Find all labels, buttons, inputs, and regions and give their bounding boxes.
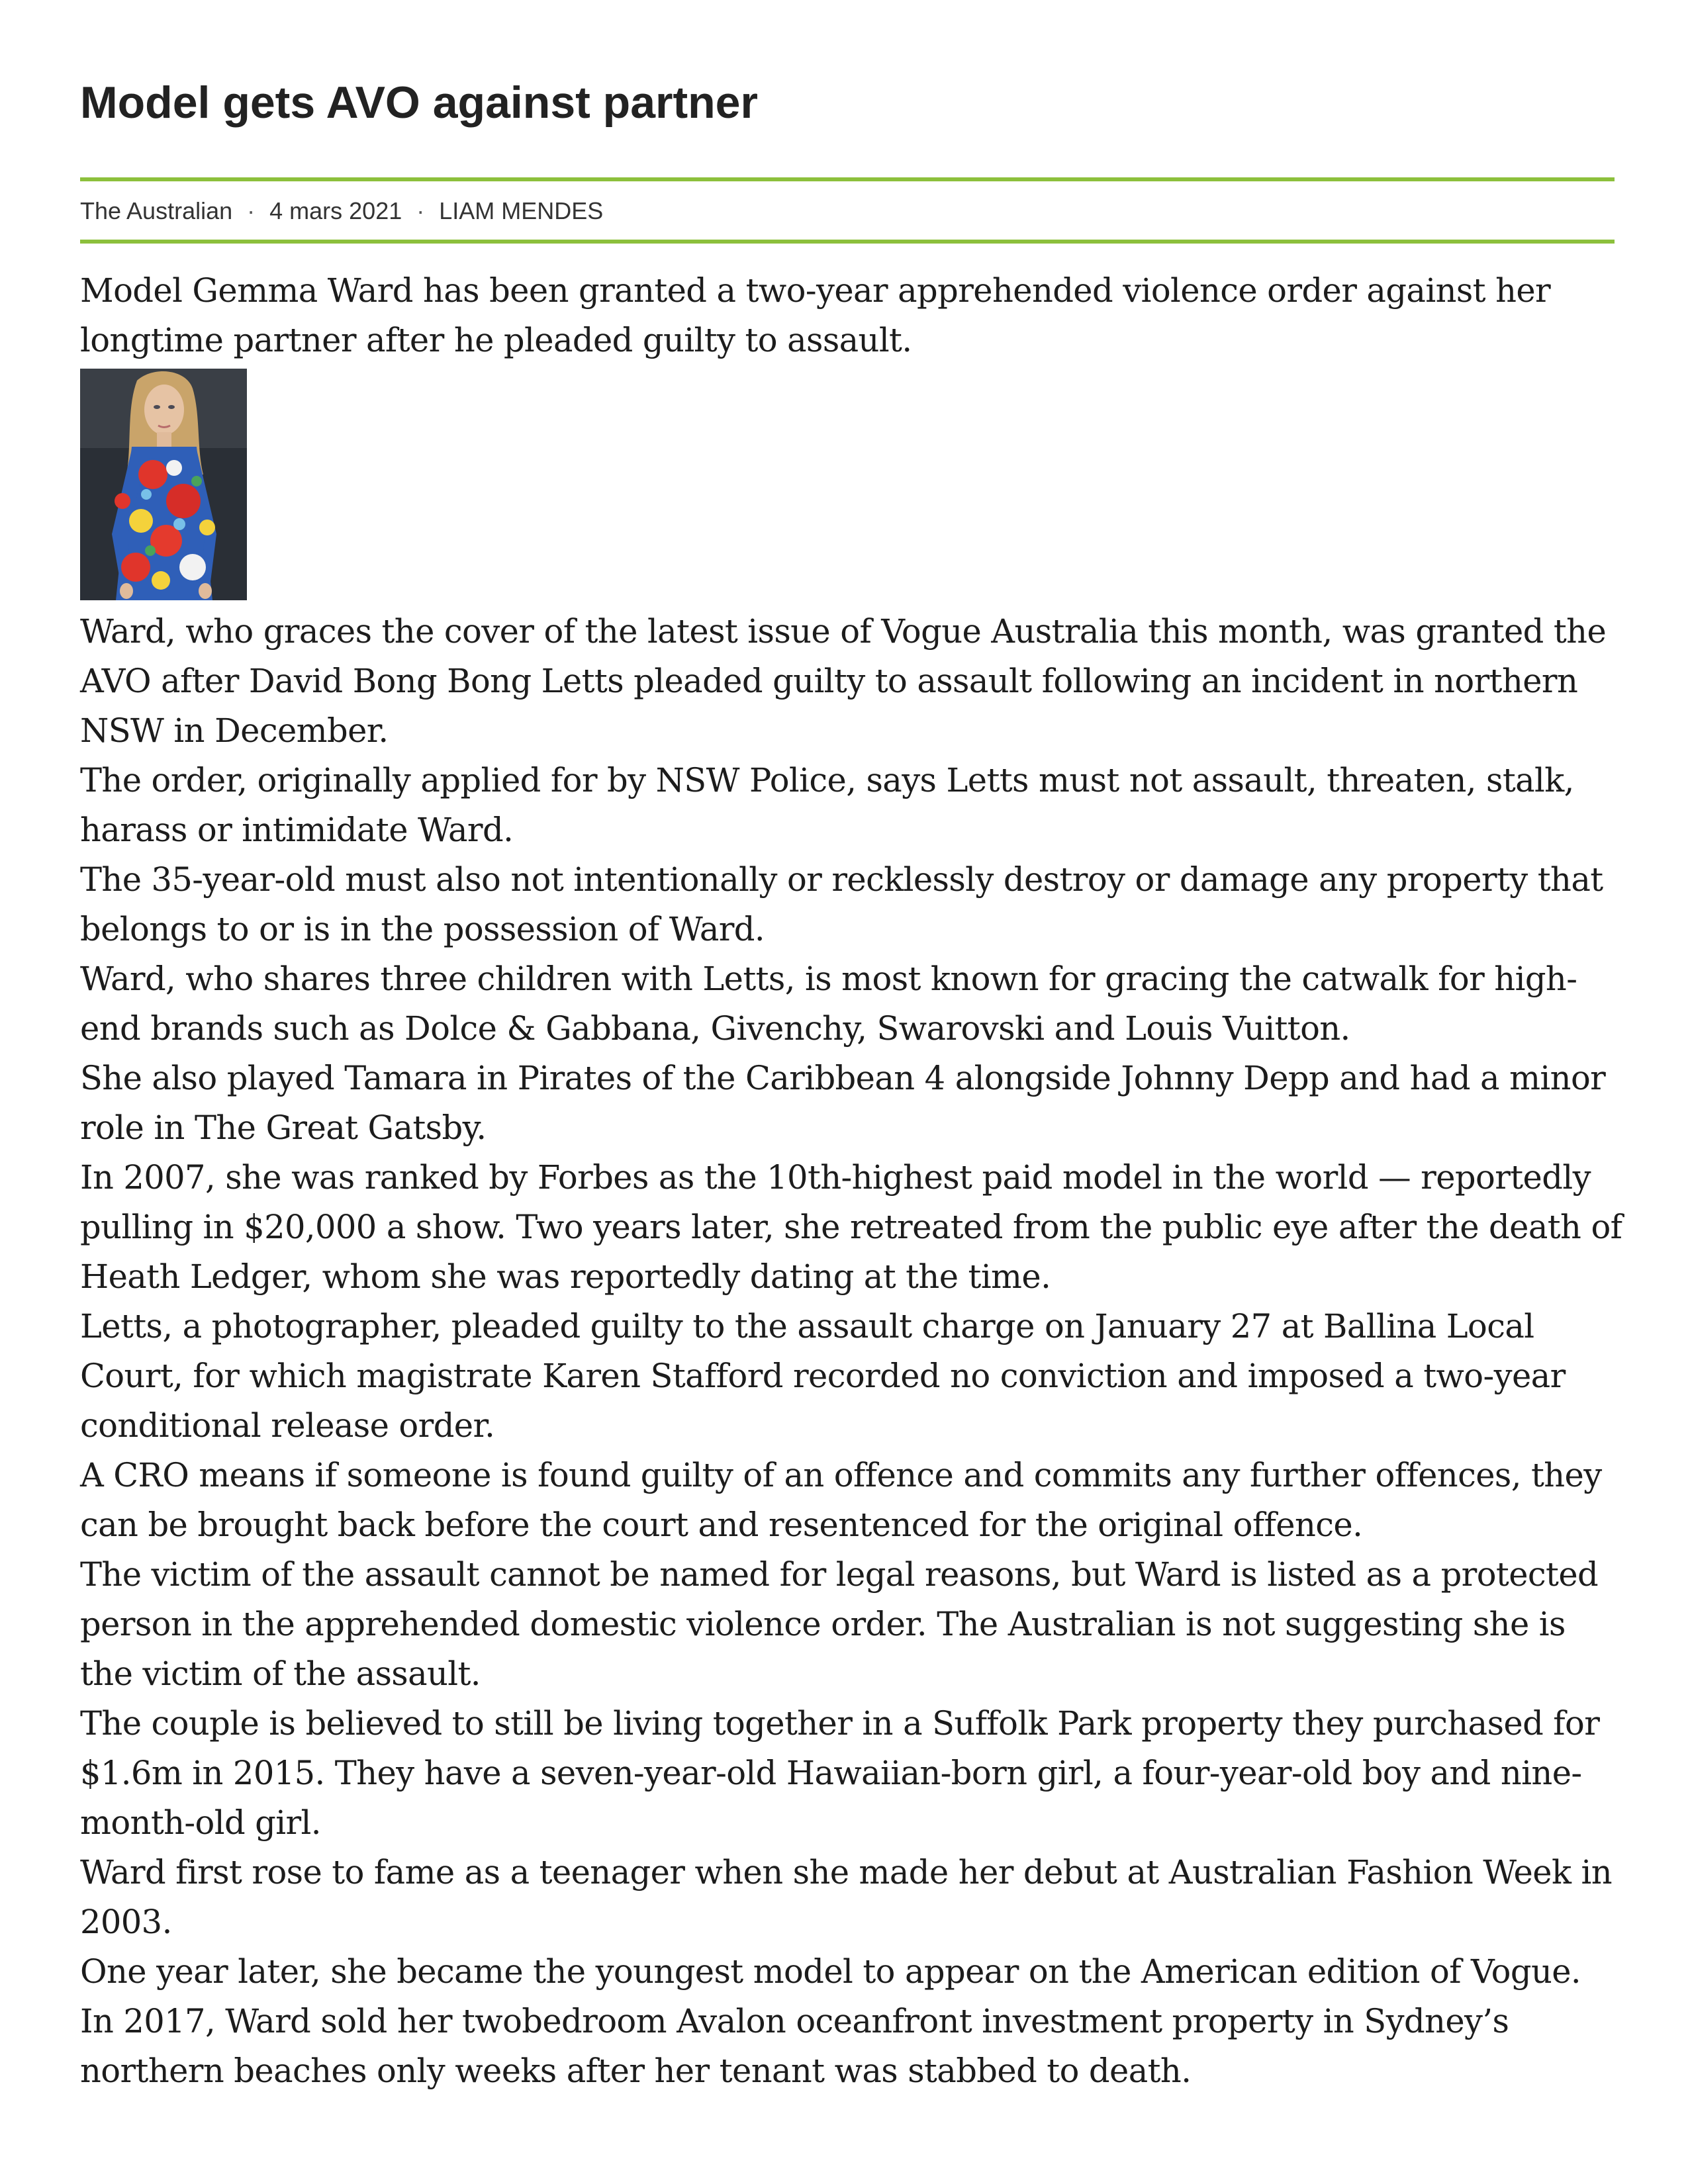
- article-source: The Australian: [80, 197, 233, 224]
- body-paragraph: She also played Tamara in Pirates of the Caribbean 4 alongside Johnny Depp and had a minor role in The Great Gatsby.: [80, 1059, 1606, 1147]
- meta-bottom-divider: [80, 240, 1615, 244]
- article-headline: Model gets AVO against partner: [80, 77, 758, 128]
- article-date: 4 mars 2021: [269, 197, 402, 224]
- body-paragraph: The couple is believed to still be living together in a Suffolk Park property they purchased for $1.6m in 2015. They have a seven-year-old Hawaiian-born girl, a four-year-old boy and nine-month-old girl.: [80, 1704, 1600, 1842]
- body-paragraph: The 35-year-old must also not intentionally or recklessly destroy or damage any property that belongs to or is in the possession of Ward.: [80, 860, 1603, 948]
- byline-separator: ·: [247, 197, 256, 224]
- body-paragraph: Ward, who graces the cover of the latest issue of Vogue Australia this month, was granted the AVO after David Bong Bong Letts pleaded guilty to assault following an incident in northern NSW in December.: [80, 612, 1607, 750]
- body-paragraph: The order, originally applied for by NSW Police, says Letts must not assault, threaten, stalk, harass or intimidate Ward.: [80, 761, 1574, 849]
- meta-top-divider: [80, 177, 1615, 181]
- body-paragraph: In 2017, Ward sold her twobedroom Avalon oceanfront investment property in Sydney’s northern beaches only weeks after her tenant was stabbed to death.: [80, 2002, 1509, 2090]
- body-paragraph: A CRO means if someone is found guilty of an offence and commits any further offences, they can be brought back before the court and resentenced for the original offence.: [80, 1456, 1602, 1544]
- body-paragraph: Ward first rose to fame as a teenager when she made her debut at Australian Fashion Week in 2003.: [80, 1853, 1612, 1941]
- byline-separator: ·: [416, 197, 425, 224]
- body-paragraph: Letts, a photographer, pleaded guilty to the assault charge on January 27 at Ballina Local Court, for which magistrate Karen Stafford recorded no conviction and imposed a two-year conditional release order.: [80, 1307, 1566, 1445]
- body-paragraph: Ward, who shares three children with Letts, is most known for gracing the catwalk for high-end brands such as Dolce & Gabbana, Givenchy, Swarovski and Louis Vuitton.: [80, 960, 1577, 1048]
- article-byline: [80, 195, 603, 228]
- body-paragraph: The victim of the assault cannot be named for legal reasons, but Ward is listed as a protected person in the apprehended domestic violence order. The Australian is not suggesting she is the victim of the assault.: [80, 1555, 1599, 1693]
- article-author: LIAM MENDES: [439, 197, 604, 224]
- body-paragraph: In 2007, she was ranked by Forbes as the 10th-highest paid model in the world — reportedly pulling in $20,000 a show. Two years later, she retreated from the public eye after the death of Heath Ledger, whom she was reportedly dating at the time.: [80, 1158, 1622, 1296]
- article-body: [80, 266, 1622, 2096]
- lead-paragraph: Model Gemma Ward has been granted a two-year apprehended violence order against her longtime partner after he pleaded guilty to assault.: [80, 271, 1551, 359]
- model-photo: [80, 369, 247, 600]
- body-paragraph: One year later, she became the youngest model to appear on the American edition of Vogue.: [80, 1952, 1581, 1991]
